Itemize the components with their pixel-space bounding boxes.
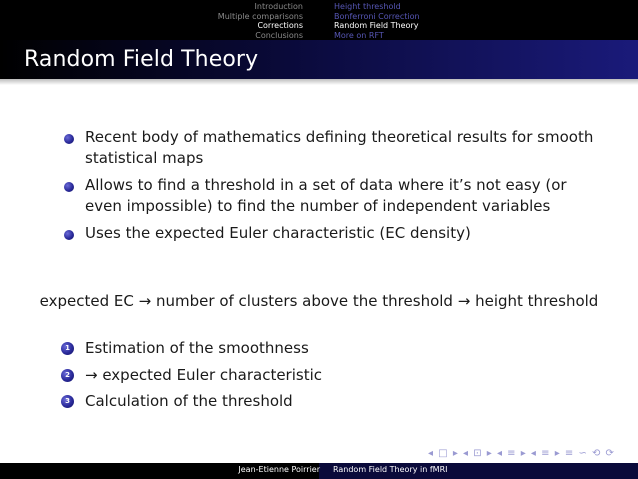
nav-subsection-more-on-rft[interactable]: More on RFT <box>334 30 384 40</box>
step-item <box>61 391 322 412</box>
step-item <box>61 365 322 386</box>
slide-title: Random Field Theory <box>24 47 259 72</box>
bullet-item <box>64 175 594 217</box>
formula-expected-ec: expected EC <box>39 292 134 310</box>
nav-section-corrections[interactable]: Corrections <box>257 21 303 30</box>
bullet-text: Recent body of mathematics defining theoretical results for smooth statistical maps <box>85 128 594 167</box>
header-navigation-bar <box>0 0 638 40</box>
formula-height-threshold: height threshold <box>475 292 599 310</box>
bullet-icon <box>64 230 74 240</box>
bullet-text: Allows to find a threshold in a set of data where it’s not easy (or even impossible) to find the number of independent variables <box>85 176 567 215</box>
step-number-badge: 2 <box>61 369 74 382</box>
nav-subsection-height-threshold[interactable]: Height threshold <box>334 2 401 11</box>
right-arrow-icon: → <box>457 292 471 310</box>
bullet-list <box>64 127 594 250</box>
formula-number-of-clusters: number of clusters above the threshold <box>156 292 453 310</box>
bullet-icon <box>64 134 74 144</box>
nav-section-introduction[interactable]: Introduction <box>254 2 303 11</box>
step-text: Estimation of the smoothness <box>85 339 309 357</box>
nav-subsection-bonferroni[interactable]: Bonferroni Correction <box>334 11 420 21</box>
nav-section-multiple-comparisons[interactable]: Multiple comparisons <box>217 11 303 21</box>
nav-subsection-random-field-theory[interactable]: Random Field Theory <box>334 21 419 30</box>
step-text: → expected Euler characteristic <box>85 365 322 384</box>
section-navigation <box>218 2 303 40</box>
ec-formula <box>0 291 638 311</box>
beamer-navigation-icons[interactable]: ◂ □ ▸ ◂ ⊡ ▸ ◂ ≡ ▸ ◂ ≡ ▸ ≡ ∽ ⟲ ⟳ <box>428 448 615 459</box>
right-arrow-icon: → <box>138 292 152 310</box>
step-text: Calculation of the threshold <box>85 392 293 410</box>
bullet-text: Uses the expected Euler characteristic (EC density) <box>85 224 471 242</box>
title-shadow <box>0 79 638 85</box>
bullet-item <box>64 127 594 169</box>
step-number-badge: 1 <box>61 342 74 355</box>
step-number-badge: 3 <box>61 395 74 408</box>
footer-author: Jean-Etienne Poirrier <box>238 465 320 474</box>
footer-short-title: Random Field Theory in fMRI <box>333 465 448 474</box>
step-item <box>61 338 322 359</box>
subsection-navigation <box>334 2 420 40</box>
steps-list <box>61 338 322 418</box>
bullet-icon <box>64 182 74 192</box>
bullet-item <box>64 223 594 244</box>
nav-section-conclusions[interactable]: Conclusions <box>255 30 303 40</box>
